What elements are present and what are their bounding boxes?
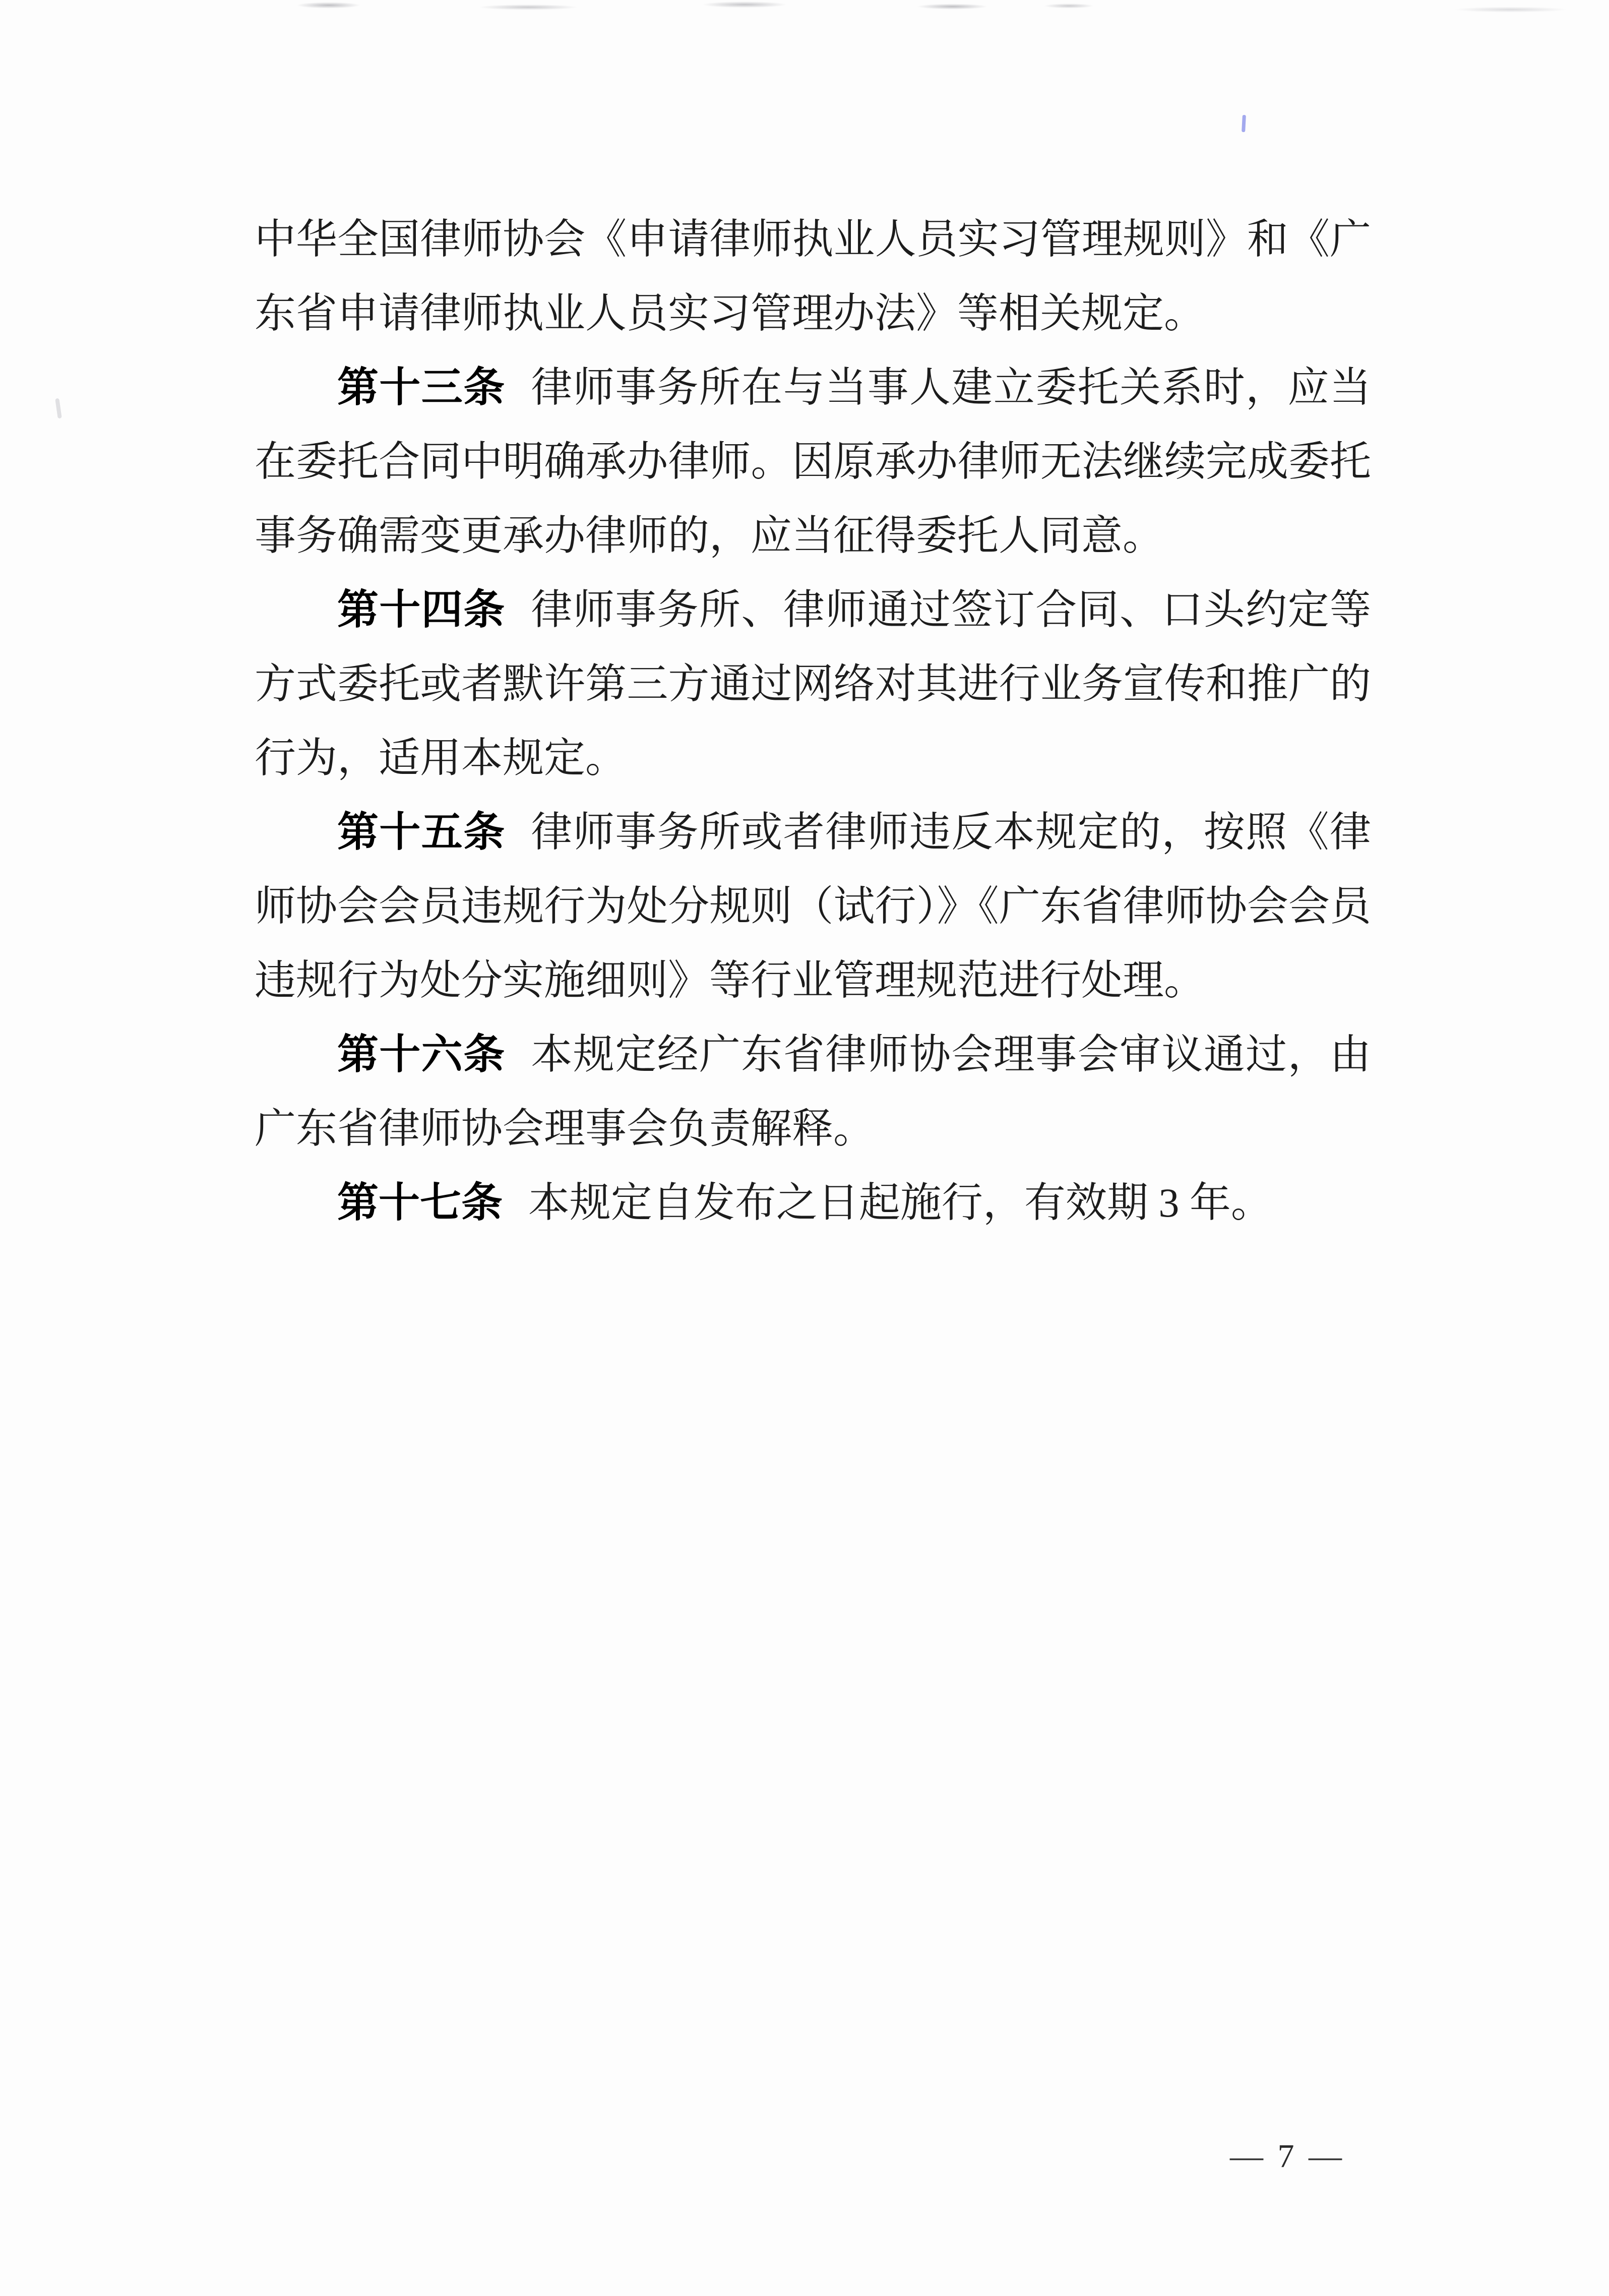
scan-artifact-blue-tick — [1242, 115, 1246, 132]
paragraph-article-14 — [255, 573, 1371, 795]
scan-artifact-top-right — [1428, 2, 1594, 17]
paragraph-text: 本规定自发布之日起施行，有效期 3 年。 — [528, 1180, 1272, 1226]
paragraph-article-16 — [255, 1017, 1371, 1166]
scan-artifact-top-edge — [262, 0, 1094, 13]
paragraph-article-15 — [255, 795, 1371, 1017]
paragraph-text: 律师事务所或者律师违反本规定的，按照《律师协会会员违规行为处分规则（试行）》《广东省律师协会会员违规行为处分实施细则》等行业管理规范进行处理。 — [255, 809, 1371, 1003]
article-number-14: 第十四条 — [337, 587, 506, 633]
article-number-16: 第十六条 — [337, 1032, 506, 1077]
article-number-13: 第十三条 — [337, 365, 506, 410]
paragraph-article-17 — [255, 1166, 1371, 1240]
paragraph-text: 律师事务所在与当事人建立委托关系时，应当在委托合同中明确承办律师。因原承办律师无法继续完成委托事务确需变更承办律师的，应当征得委托人同意。 — [255, 365, 1371, 559]
paragraph-text: 中华全国律师协会《申请律师执业人员实习管理规则》和《广东省申请律师执业人员实习管理办法》等相关规定。 — [255, 216, 1371, 336]
paragraph-text: 本规定经广东省律师协会理事会审议通过，由广东省律师协会理事会负责解释。 — [255, 1032, 1371, 1152]
scan-artifact-left-speck — [55, 398, 61, 419]
paragraph-text: 律师事务所、律师通过签订合同、口头约定等方式委托或者默许第三方通过网络对其进行业务宣传和推广的行为，适用本规定。 — [255, 587, 1371, 781]
document-body — [255, 202, 1371, 1240]
paragraph-continuation — [255, 202, 1371, 350]
paragraph-article-13 — [255, 350, 1371, 573]
article-number-15: 第十五条 — [337, 809, 506, 855]
article-number-17: 第十七条 — [337, 1180, 503, 1226]
page-number: — 7 — — [1230, 2138, 1345, 2174]
